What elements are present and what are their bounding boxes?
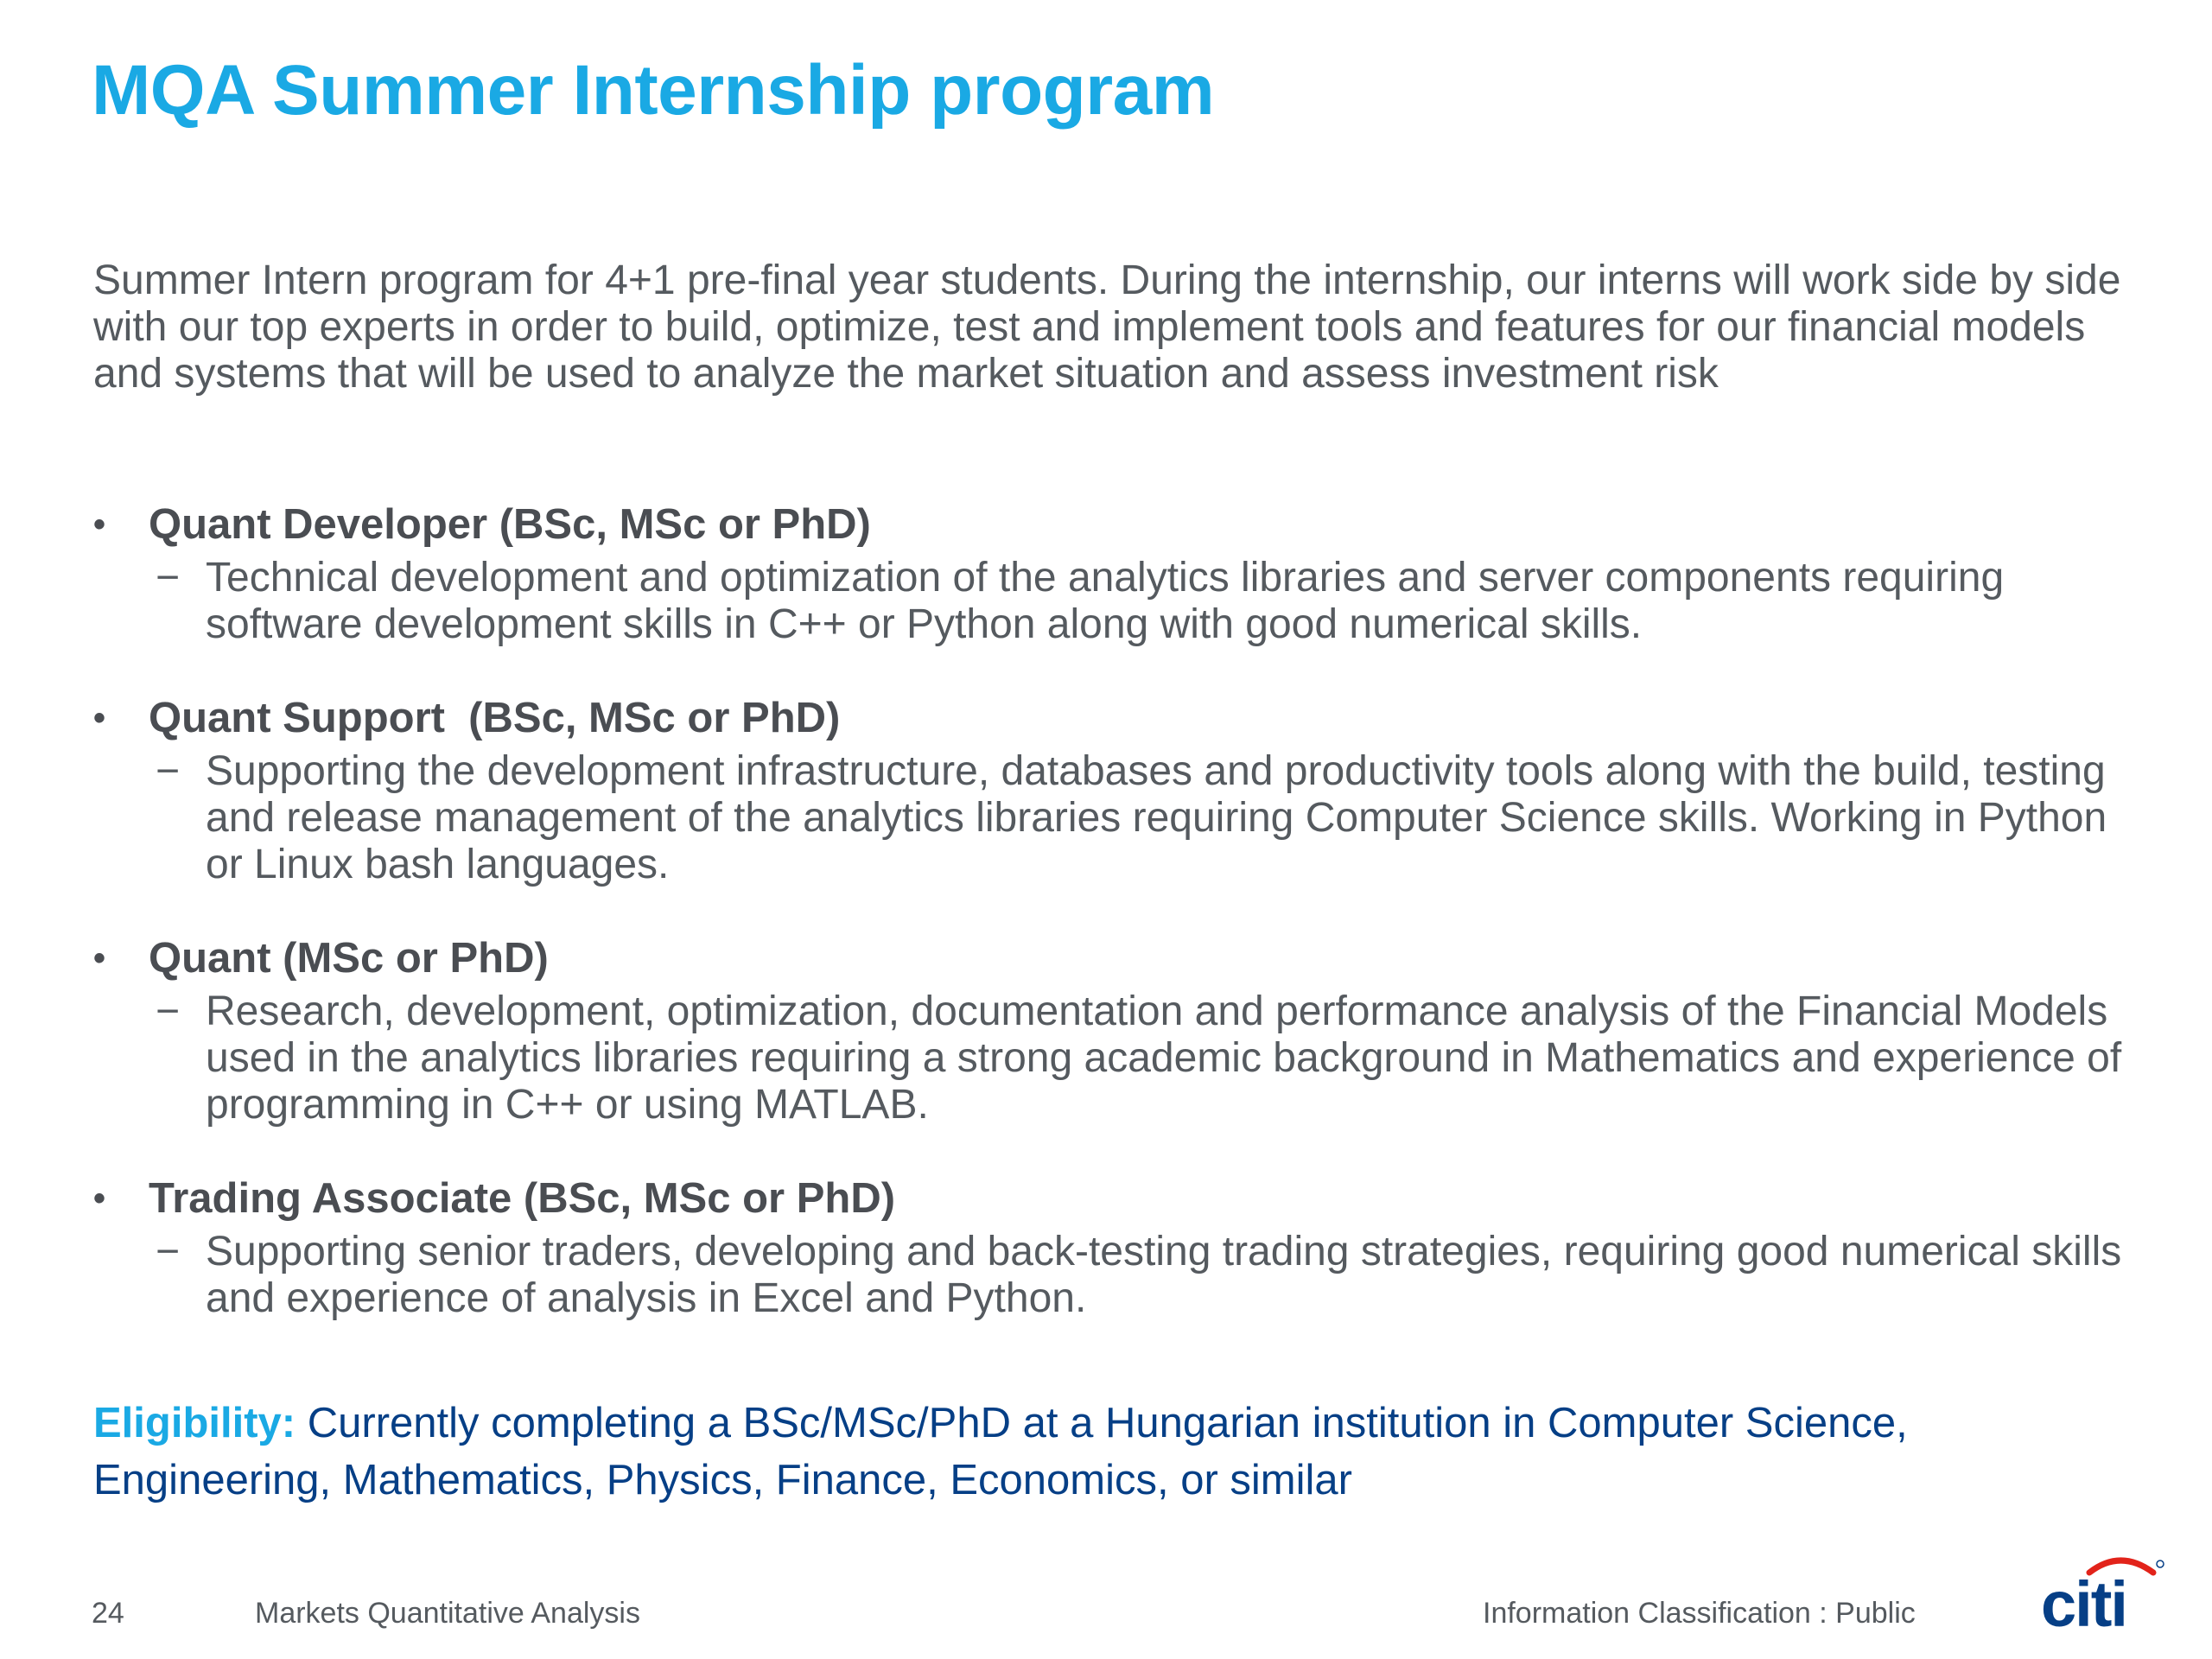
- role-description: Supporting senior traders, developing and back-testing trading strategies, requiring good numerical skills and experience of analysis in Excel and Python.: [206, 1229, 2122, 1321]
- role-description: Research, development, optimization, documentation and performance analysis of the Financial Models used in the analytics libraries requiring a strong academic background in Mathematics and experience of programming in C++ or using MATLAB.: [206, 988, 2122, 1128]
- footer-classification: Information Classification : Public: [1483, 1597, 1916, 1630]
- role-title: Quant Developer (BSc, MSc or PhD): [149, 501, 871, 548]
- role-title: Quant (MSc or PhD): [149, 935, 549, 982]
- footer-department: Markets Quantitative Analysis: [255, 1597, 640, 1630]
- page-number: 24: [92, 1597, 124, 1630]
- role-item: [93, 693, 2133, 888]
- role-description: Technical development and optimization of the analytics libraries and server components requiring software development skills in C++ or Python along with good numerical skills.: [206, 555, 2005, 647]
- role-description-item: [93, 555, 2133, 648]
- bullet-icon: •: [93, 1179, 106, 1217]
- eligibility-statement: [93, 1395, 2107, 1509]
- role-item: [93, 1173, 2133, 1322]
- eligibility-text: Currently completing a BSc/MSc/PhD at a Hungarian institution in Computer Science, Engineering, Mathematics, Physics, Finance, Economics, or similar: [93, 1400, 1908, 1503]
- role-description-item: [93, 988, 2133, 1128]
- role-heading: [93, 499, 2133, 550]
- dash-icon: −: [156, 748, 181, 794]
- bullet-icon: •: [93, 699, 106, 737]
- bullet-icon: •: [93, 505, 106, 543]
- role-item: [93, 499, 2133, 648]
- role-item: [93, 933, 2133, 1128]
- intro-paragraph: Summer Intern program for 4+1 pre-final year students. During the internship, our interns will work side by side with our top experts in order to build, optimize, test and implement tools and features for our financial models and systems that will be used to analyze the market situation and assess investment risk: [93, 257, 2121, 397]
- logo-registered-mark: [2157, 1560, 2164, 1567]
- eligibility-label: Eligibility:: [93, 1400, 296, 1446]
- slide-title: MQA Summer Internship program: [92, 51, 1215, 130]
- role-heading: [93, 693, 2133, 743]
- roles-list: [93, 499, 2133, 1322]
- role-heading: [93, 1173, 2133, 1224]
- role-heading: [93, 933, 2133, 983]
- dash-icon: −: [156, 988, 181, 1034]
- role-title: Quant Support (BSc, MSc or PhD): [149, 695, 841, 741]
- dash-icon: −: [156, 1229, 181, 1274]
- role-description-item: [93, 748, 2133, 888]
- logo-text: citi: [2041, 1568, 2126, 1640]
- citi-logo-icon: [2037, 1545, 2167, 1640]
- role-title: Trading Associate (BSc, MSc or PhD): [149, 1175, 896, 1222]
- role-description: Supporting the development infrastructure, databases and productivity tools along with the build, testing and release management of the analytics libraries requiring Computer Science skills. Working in Python or Linux bash languages.: [206, 748, 2107, 887]
- dash-icon: −: [156, 555, 181, 601]
- bullet-icon: •: [93, 939, 106, 977]
- role-description-item: [93, 1229, 2133, 1322]
